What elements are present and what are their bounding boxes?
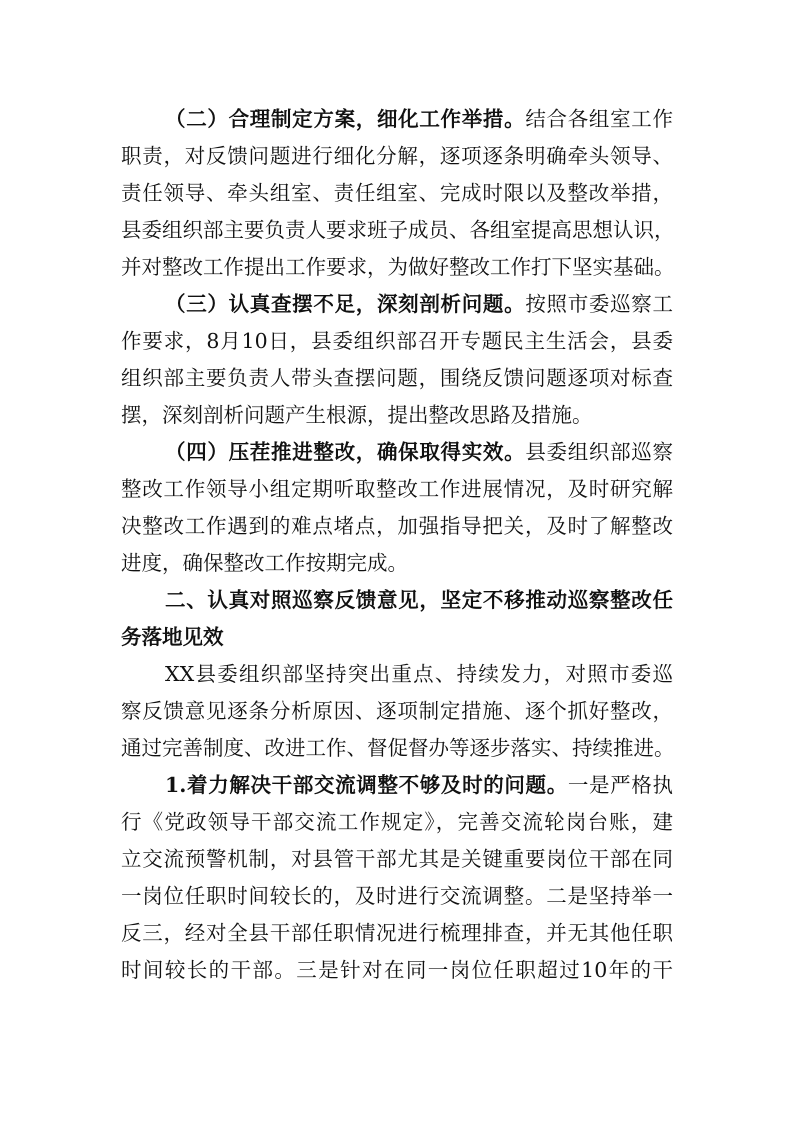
text-line [121, 656, 673, 693]
text-line [121, 360, 673, 397]
body-text: XX县委组织部坚持突出重点、持续发力，对照市委巡 [165, 662, 673, 686]
body-text: 决整改工作遇到的难点堵点，加强指导把关，及时了解整改 [121, 514, 673, 538]
body-text: 一岗位任职时间较长的，及时进行交流调整。二是坚持举一 [121, 884, 673, 908]
text-line [121, 915, 673, 952]
text-line [121, 508, 673, 545]
text-line [121, 175, 673, 212]
body-text: 组织部主要负责人带头查摆问题，围绕反馈问题逐项对标查 [121, 366, 673, 390]
text-line [121, 323, 673, 360]
body-text: 作要求，8月10日，县委组织部召开专题民主生活会，县委 [121, 329, 673, 353]
text-line [121, 101, 673, 138]
text-line [121, 767, 673, 804]
body-text: 时间较长的干部。三是针对在同一岗位任职超过10年的干 [121, 958, 673, 982]
text-line [121, 434, 673, 471]
body-text: 反三，经对全县干部任职情况进行梳理排查，并无其他任职 [121, 921, 673, 945]
text-line [121, 286, 673, 323]
text-line [121, 619, 673, 656]
text-line [121, 582, 673, 619]
text-line [121, 693, 673, 730]
text-line [121, 730, 673, 767]
paragraph-lead: 1.着力解决干部交流调整不够及时的问题。 [165, 773, 568, 797]
text-line [121, 249, 673, 286]
paragraph-lead: （四）压茬推进整改，确保取得实效。 [165, 440, 526, 464]
text-line [121, 212, 673, 249]
text-line [121, 841, 673, 878]
body-text: 通过完善制度、改进工作、督促督办等逐步落实、持续推进。 [121, 736, 675, 760]
body-text: 职责，对反馈问题进行细化分解，逐项逐条明确牵头领导、 [121, 144, 673, 168]
body-text: 结合各组室工作 [525, 107, 674, 131]
text-line [121, 397, 673, 434]
body-text: 立交流预警机制，对县管干部尤其是关键重要岗位干部在同 [121, 847, 673, 871]
body-text: 并对整改工作提出工作要求，为做好整改工作打下坚实基础。 [121, 255, 675, 279]
body-text: 责任领导、牵头组室、责任组室、完成时限以及整改举措， [121, 181, 673, 205]
body-text: 察反馈意见逐条分析原因、逐项制定措施、逐个抓好整改， [121, 699, 673, 723]
text-line [121, 804, 673, 841]
text-line [121, 138, 673, 175]
text-line [121, 878, 673, 915]
text-line [121, 952, 673, 989]
body-text: 按照市委巡察工 [525, 292, 674, 316]
text-line [121, 545, 673, 582]
body-text: 一是严格执 [567, 773, 673, 797]
section-heading: 二、认真对照巡察反馈意见，坚定不移推动巡察整改任 [165, 588, 673, 612]
body-text: 进度，确保整改工作按期完成。 [121, 551, 408, 575]
paragraph-lead: （三）认真查摆不足，深刻剖析问题。 [165, 292, 526, 316]
paragraph-lead: （二）合理制定方案，细化工作举措。 [165, 107, 526, 131]
section-heading: 务落地见效 [121, 625, 224, 649]
body-text: 摆，深刻剖析问题产生根源，提出整改思路及措施。 [121, 403, 593, 427]
body-text: 行《党政领导干部交流工作规定》，完善交流轮岗台账，建 [121, 810, 673, 834]
body-text: 整改工作领导小组定期听取整改工作进展情况，及时研究解 [121, 477, 673, 501]
body-text: 县委组织部巡察 [525, 440, 674, 464]
document-page [121, 101, 673, 989]
body-text: 县委组织部主要负责人要求班子成员、各组室提高思想认识， [121, 218, 675, 242]
text-line [121, 471, 673, 508]
